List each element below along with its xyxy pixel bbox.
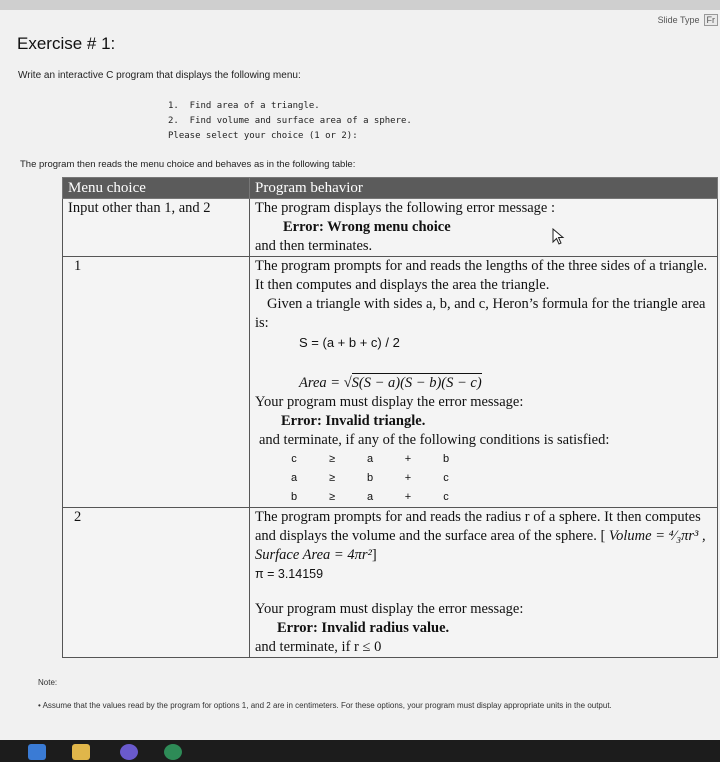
choice-value: 2 (74, 509, 82, 525)
slide-type-dropdown[interactable]: Fr (704, 14, 719, 26)
menu-line: 2. Find volume and surface area of a sphere. (168, 116, 412, 126)
menu-code-block (168, 99, 412, 144)
behavior-text: Your program must display the error message: (255, 394, 524, 410)
area-lhs: Area = (299, 375, 341, 391)
header-program-behavior: Program behavior (250, 178, 718, 199)
sqrt-symbol: √ (343, 375, 352, 391)
condition-row: b ≥ a + c (290, 491, 449, 503)
area-rhs: S(S − a)(S − b)(S − c) (351, 375, 482, 391)
menu-line: Please select your choice (1 or 2): (168, 131, 358, 141)
menu-line: 1. Find area of a triangle. (168, 101, 320, 111)
error-message: Error: Invalid triangle. (281, 413, 426, 429)
choice-cell (63, 257, 250, 508)
error-message: Error: Invalid radius value. (277, 620, 450, 636)
header-menu-choice: Menu choice (63, 178, 250, 199)
choice-cell (63, 508, 250, 658)
table-row (63, 257, 718, 508)
behavior-text: Your program must display the error message: (255, 601, 524, 617)
mouse-cursor-icon (552, 228, 566, 251)
intro-text: Write an interactive C program that displays the following menu: (18, 70, 301, 81)
note-text: • Assume that the values read by the program for options 1, and 2 are in centimeters. For these options, your program must display appropriate units in the output. (38, 701, 612, 710)
browser-icon[interactable] (120, 744, 138, 760)
behavior-text: The program prompts for and reads the lengths of the three sides of a triangle. It then computes and displays the area the triangle. (255, 258, 708, 293)
behavior-text: The program displays the following error message : (255, 200, 555, 216)
table-row (63, 508, 718, 658)
pi-value: π = 3.14159 (255, 567, 324, 581)
behavior-text: and then terminates. (255, 238, 373, 254)
app-icon[interactable] (164, 744, 182, 760)
error-message: Error: Wrong menu choice (283, 219, 451, 235)
behavior-text: and terminate, if r ≤ 0 (255, 639, 382, 655)
folder-icon[interactable] (72, 744, 90, 760)
behavior-cell (250, 257, 718, 508)
sphere-formulas: Volume = ⁴⁄₃πr³ , Surface Area = 4πr² (255, 528, 706, 563)
condition-row: c ≥ a + b (291, 453, 450, 465)
behavior-cell (250, 199, 718, 257)
taskbar (0, 740, 720, 762)
note-label: Note: (38, 678, 58, 687)
behavior-cell (250, 508, 718, 658)
choice-value: 1 (74, 258, 82, 274)
behavior-text: and terminate, if any of the following conditions is satisfied: (259, 432, 610, 448)
behavior-text: The program prompts for and reads the radius r of a sphere. It then computes and displays the volume and the surface area of the sphere. [ Volume = ⁴⁄₃πr³ , Surface Area = 4πr²] (255, 509, 706, 563)
start-icon[interactable] (28, 744, 46, 760)
s-formula: S = (a + b + c) / 2 (299, 335, 400, 350)
table-header-row (63, 178, 718, 199)
condition-row: a ≥ b + c (290, 472, 449, 484)
choice-cell: Input other than 1, and 2 (63, 199, 250, 257)
heron-formula (255, 374, 712, 393)
slide-type-indicator[interactable] (654, 14, 718, 26)
table-intro-text: The program then reads the menu choice and behaves as in the following table: (20, 159, 356, 170)
slide-type-label: Slide Type (657, 15, 700, 25)
behavior-table (62, 177, 718, 658)
behavior-text: Given a triangle with sides a, b, and c, Heron’s formula for the triangle area is: (255, 296, 706, 331)
exercise-title: Exercise # 1: (17, 34, 116, 53)
table-row (63, 199, 718, 257)
